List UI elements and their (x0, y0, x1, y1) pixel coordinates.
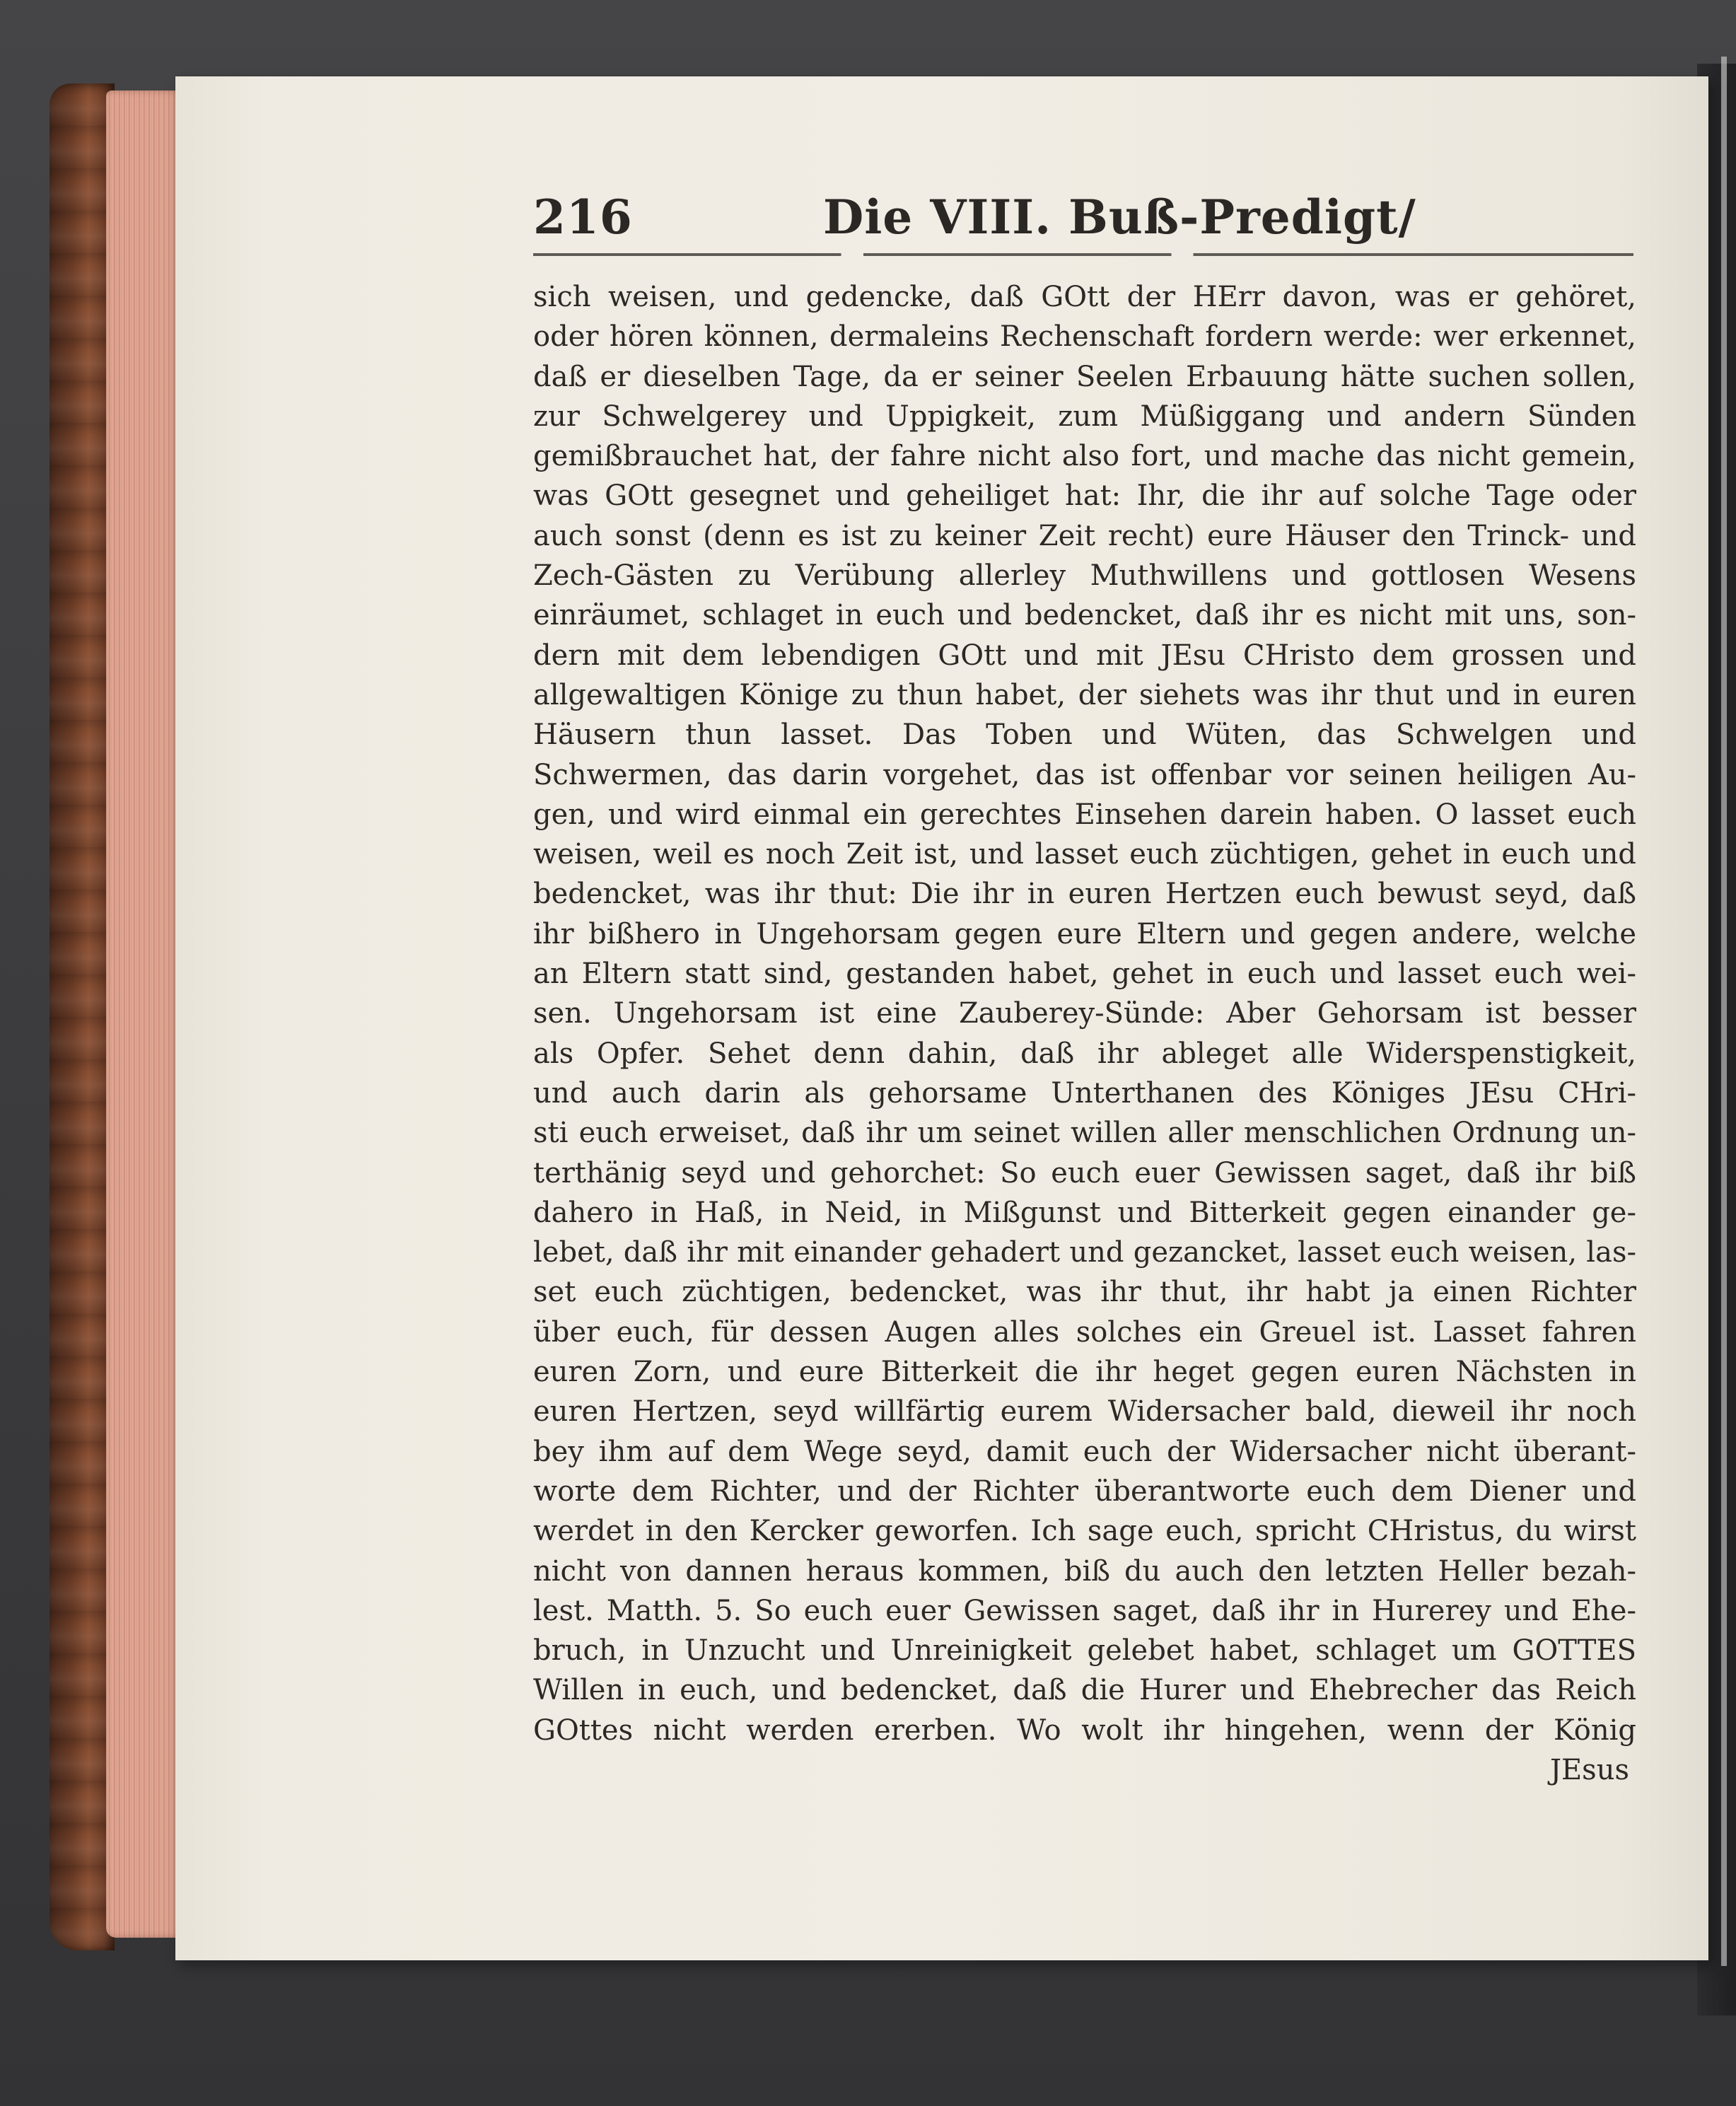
text-line: daß er dieselben Tage, da er seiner Seelen Erbauung hätte suchen sollen, (533, 360, 1636, 393)
text-line: dahero in Haß, in Neid, in Mißgunst und Bitterkeit gegen einander ge- (533, 1196, 1636, 1229)
text-line: gen, und wird einmal ein gerechtes Einsehen darein haben. O lasset euch (533, 798, 1636, 831)
text-line: und auch darin als gehorsame Unterthanen des Königes JEsu CHri- (533, 1076, 1636, 1110)
text-line: werdet in den Kercker geworfen. Ich sage euch, spricht CHristus, du wirst (533, 1515, 1636, 1548)
text-line: worte dem Richter, und der Richter überantworte euch dem Diener und (533, 1474, 1636, 1508)
text-line: allgewaltigen Könige zu thun habet, der siehets was ihr thut und in euren (533, 678, 1636, 711)
running-title: Die VIII. Buß-Predigt/ (823, 190, 1416, 245)
catchword: JEsus (1549, 1753, 1629, 1786)
text-line: sti euch erweiset, daß ihr um seinet willen aller menschlichen Ordnung un- (533, 1117, 1636, 1150)
page-edges (106, 91, 184, 1938)
text-line: lebet, daß ihr mit einander gehadert und gezancket, lasset euch weisen, las- (533, 1236, 1636, 1269)
text-line: weisen, weil es noch Zeit ist, und lasset euch züchtigen, gehet in euch und (533, 838, 1636, 871)
text-line: auch sonst (denn es ist zu keiner Zeit recht) eure Häuser den Trinck- und (533, 519, 1636, 552)
text-line: ihr bißhero in Ungehorsam gegen eure Eltern und gegen andere, welche (533, 917, 1636, 950)
text-line: über euch, für dessen Augen alles solches ein Greuel ist. Lasset fahren (533, 1315, 1636, 1349)
text-line: bey ihm auf dem Wege seyd, damit euch der Widersacher nicht überant- (533, 1435, 1636, 1468)
text-line: lest. Matth. 5. So euch euer Gewissen saget, daß ihr in Hurerey und Ehe- (533, 1594, 1636, 1627)
text-line: terthänig seyd und gehorchet: So euch euer Gewissen saget, daß ihr biß (533, 1156, 1636, 1189)
text-line: set euch züchtigen, bedencket, was ihr thut, ihr habt ja einen Richter (533, 1276, 1636, 1309)
text-line: einräumet, schlaget in euch und bedencket, daß ihr es nicht mit uns, son- (533, 599, 1636, 632)
body-text (533, 277, 1636, 1790)
text-line: euren Zorn, und eure Bitterkeit die ihr heget gegen euren Nächsten in (533, 1356, 1636, 1389)
text-line: was GOtt gesegnet und geheiliget hat: Ihr, die ihr auf solche Tage oder (533, 479, 1636, 513)
text-line: als Opfer. Sehet denn dahin, daß ihr ableget alle Widerspenstigkeit, (533, 1037, 1636, 1070)
text-line: sich weisen, und gedencke, daß GOtt der HErr davon, was er gehöret, (533, 281, 1636, 313)
text-line: sen. Ungehorsam ist eine Zauberey-Sünde: Aber Gehorsam ist besser (533, 997, 1636, 1030)
text-line: dern mit dem lebendigen GOtt und mit JEsu CHristo dem grossen und (533, 639, 1636, 672)
page-header (533, 190, 1636, 257)
page-edge-bar (1721, 57, 1727, 1966)
text-line: Zech-Gästen zu Verübung allerley Muthwillens und gottlosen Wesens (533, 559, 1636, 593)
header-rule (533, 253, 1633, 256)
text-line: gemißbrauchet hat, der fahre nicht also fort, und mache das nicht gemein, (533, 440, 1636, 473)
text-line: Willen in euch, und bedencket, daß die Hurer und Ehebrecher das Reich (533, 1674, 1636, 1707)
text-line: bruch, in Unzucht und Unreinigkeit gelebet habet, schlaget um GOTTES (533, 1634, 1636, 1668)
text-line: euren Hertzen, seyd willfärtig eurem Widersacher bald, dieweil ihr noch (533, 1395, 1636, 1429)
text-line: bedencket, was ihr thut: Die ihr in euren Hertzen euch bewust seyd, daß (533, 878, 1636, 911)
page-number: 216 (533, 190, 633, 245)
text-line: Schwermen, das darin vorgehet, das ist offenbar vor seinen heiligen Au- (533, 758, 1636, 791)
text-line: an Eltern statt sind, gestanden habet, gehet in euch und lasset euch wei- (533, 958, 1636, 991)
text-line: oder hören können, dermaleins Rechenschaft fordern werde: wer erkennet, (533, 320, 1636, 354)
text-line: nicht von dannen heraus kommen, biß du auch den letzten Heller bezah- (533, 1554, 1636, 1588)
leather-binding (49, 83, 115, 1950)
text-line: GOttes nicht werden ererben. Wo wolt ihr hingehen, wenn der König (533, 1714, 1636, 1747)
text-line: zur Schwelgerey und Uppigkeit, zum Müßiggang und andern Sünden (533, 400, 1636, 433)
text-line: Häusern thun lasset. Das Toben und Wüten, das Schwelgen und (533, 719, 1636, 752)
